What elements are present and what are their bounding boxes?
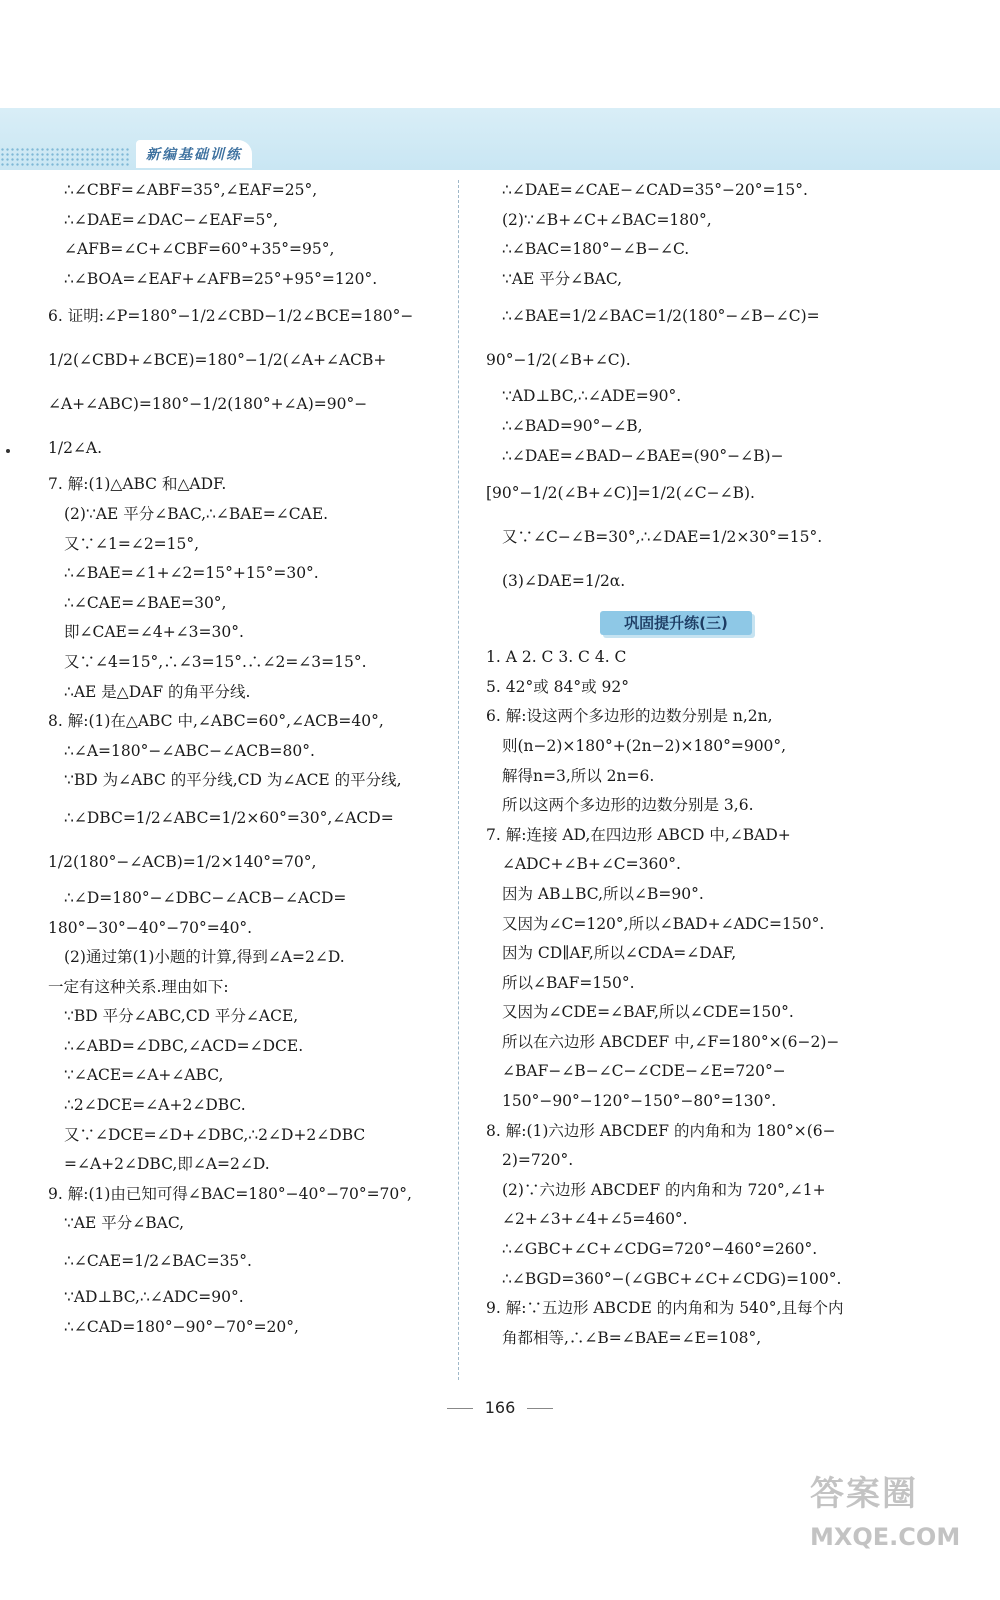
problem-6-line: 6. 解:设这两个多边形的边数分别是 n,2n, (486, 707, 773, 726)
text-line: 解得n=3,所以 2n=6. (502, 766, 655, 785)
text-line: 即∠CAE=∠4+∠3=30°. (64, 623, 244, 642)
problem-6-line: 6. 证明:∠P=180°−1/2∠CBD−1/2∠BCE=180°− (48, 307, 414, 326)
text-line: ∵AD⊥BC,∴∠ADE=90°. (502, 387, 682, 406)
text-line: 90°−1/2(∠B+∠C). (486, 351, 631, 370)
text-line: ∴∠CBF=∠ABF=35°,∠EAF=25°, (64, 181, 318, 199)
text-line: ∴AE 是△DAF 的角平分线. (64, 682, 251, 701)
problem-9-line: 9. 解:(1)由已知可得∠BAC=180°−40°−70°=70°, (48, 1184, 412, 1203)
page-number: 166 (484, 1398, 516, 1417)
text-line: 所以∠BAF=150°. (502, 973, 635, 992)
text-line: ∠BAF−∠B−∠C−∠CDE−∠E=720°− (502, 1062, 786, 1081)
text-line: ∵AD⊥BC,∴∠ADC=90°. (64, 1288, 244, 1307)
text-line: ∴∠BGD=360°−(∠GBC+∠C+∠CDG)=100°. (502, 1269, 842, 1288)
text-line: ∵AE 平分∠BAC, (502, 269, 623, 288)
text-line: (2)通过第(1)小题的计算,得到∠A=2∠D. (64, 948, 345, 967)
header-dot-pattern (0, 147, 130, 167)
text-line: ∠ADC+∠B+∠C=360°. (502, 855, 681, 874)
problem-7-line: 7. 解:(1)△ABC 和△ADF. (48, 475, 227, 494)
text-line: ∵BD 为∠ABC 的平分线,CD 为∠ACE 的平分线, (64, 771, 402, 790)
text-line: ∵BD 平分∠ABC,CD 平分∠ACE, (64, 1007, 299, 1026)
text-line: ∴∠DAE=∠DAC−∠EAF=5°, (64, 210, 279, 229)
text-line: ∴∠BAD=90°−∠B, (502, 416, 643, 435)
text-line: ∠2+∠3+∠4+∠5=460°. (502, 1210, 688, 1229)
running-header-title: 新编基础训练 (136, 140, 252, 168)
text-line: (2)∵六边形 ABCDEF 的内角和为 720°,∠1+ (502, 1180, 826, 1199)
text-line: 又∵∠4=15°,∴∠3=15°.∴∠2=∠3=15°. (64, 652, 367, 671)
text-line: 1/2(180°−∠ACB)=1/2×140°=70°, (48, 852, 317, 871)
watermark-url: MXQE.COM (810, 1523, 961, 1551)
text-line: (2)∵AE 平分∠BAC,∴∠BAE=∠CAE. (64, 504, 329, 523)
text-line: [90°−1/2(∠B+∠C)]=1/2(∠C−∠B). (486, 484, 755, 503)
text-line: (2)∵∠B+∠C+∠BAC=180°, (502, 210, 712, 229)
answer-5: 5. 42°或 84°或 92° (486, 677, 629, 696)
text-line: 所以在六边形 ABCDEF 中,∠F=180°×(6−2)− (502, 1032, 840, 1051)
text-line: 又∵∠C−∠B=30°,∴∠DAE=1/2×30°=15°. (502, 528, 823, 547)
problem-9-line: 9. 解:∵五边形 ABCDE 的内角和为 540°,且每个内 (486, 1299, 844, 1318)
text-line: ∵∠ACE=∠A+∠ABC, (64, 1066, 224, 1085)
text-line: ∴∠DAE=∠CAE−∠CAD=35°−20°=15°. (502, 181, 808, 199)
text-line: 因为 CD∥AF,所以∠CDA=∠DAF, (502, 944, 737, 963)
text-line: ∴2∠DCE=∠A+2∠DBC. (64, 1096, 246, 1115)
text-line: ∴∠GBC+∠C+∠CDG=720°−460°=260°. (502, 1240, 818, 1259)
text-line: 2)=720°. (502, 1151, 574, 1170)
watermark-title: 答案圈 (810, 1474, 918, 1514)
page-number-footer (0, 1398, 1000, 1417)
problem-7-line: 7. 解:连接 AD,在四边形 ABCD 中,∠BAD+ (486, 825, 791, 844)
text-line: 又因为∠CDE=∠BAF,所以∠CDE=150°. (502, 1003, 794, 1022)
text-line: ∴∠A=180°−∠ABC−∠ACB=80°. (64, 741, 315, 760)
text-line: 又因为∠C=120°,所以∠BAD+∠ADC=150°. (502, 914, 825, 933)
text-line: ∠AFB=∠C+∠CBF=60°+35°=95°, (64, 240, 335, 259)
text-line: (3)∠DAE=1/2α. (502, 572, 626, 591)
text-line: ∴∠ABD=∠DBC,∠ACD=∠DCE. (64, 1036, 304, 1055)
text-line: ∴∠BOA=∠EAF+∠AFB=25°+95°=120°. (64, 269, 378, 288)
column-divider (458, 180, 459, 1380)
right-column (486, 176, 866, 1353)
section-heading (486, 603, 866, 643)
text-line: 则(n−2)×180°+(2n−2)×180°=900°, (502, 736, 787, 755)
text-line: ∴∠CAE=∠BAE=30°, (64, 593, 227, 612)
text-line: 一定有这种关系.理由如下: (48, 977, 229, 996)
left-column (48, 176, 438, 1342)
text-line: 因为 AB⊥BC,所以∠B=90°. (502, 884, 704, 903)
text-line: 又∵∠DCE=∠D+∠DBC,∴2∠D+2∠DBC (64, 1125, 366, 1144)
text-line: 又∵∠1=∠2=15°, (64, 534, 200, 553)
text-line: ∴∠BAE=1/2∠BAC=1/2(180°−∠B−∠C)= (502, 307, 820, 326)
text-line: 1/2∠A. (48, 439, 103, 458)
margin-mark (6, 449, 10, 453)
text-line: ∴∠BAC=180°−∠B−∠C. (502, 240, 690, 259)
text-line: ∠A+∠ABC)=180°−1/2(180°+∠A)=90°− (48, 395, 368, 414)
section-banner: 巩固提升练(三) (600, 611, 752, 635)
text-line: 1/2(∠CBD+∠BCE)=180°−1/2(∠A+∠ACB+ (48, 351, 387, 370)
text-line: 180°−30°−40°−70°=40°. (48, 918, 253, 937)
watermark-logo (810, 1466, 980, 1576)
text-line: ∵AE 平分∠BAC, (64, 1214, 185, 1233)
problem-8-line: 8. 解:(1)六边形 ABCDEF 的内角和为 180°×(6− (486, 1121, 836, 1140)
text-line: =∠A+2∠DBC,即∠A=2∠D. (64, 1155, 270, 1174)
text-line: ∴∠DBC=1/2∠ABC=1/2×60°=30°,∠ACD= (64, 808, 394, 827)
text-line: 所以这两个多边形的边数分别是 3,6. (502, 796, 754, 815)
answers-1-4: 1. A 2. C 3. C 4. C (486, 648, 627, 667)
problem-8-line: 8. 解:(1)在△ABC 中,∠ABC=60°,∠ACB=40°, (48, 712, 384, 731)
text-line: ∴∠D=180°−∠DBC−∠ACB−∠ACD= (64, 888, 347, 907)
text-line: ∴∠BAE=∠1+∠2=15°+15°=30°. (64, 564, 319, 583)
text-line: 150°−90°−120°−150°−80°=130°. (502, 1092, 777, 1111)
text-line: ∴∠CAD=180°−90°−70°=20°, (64, 1317, 299, 1336)
text-line: ∴∠CAE=1/2∠BAC=35°. (64, 1252, 252, 1271)
text-line: ∴∠DAE=∠BAD−∠BAE=(90°−∠B)− (502, 446, 784, 465)
text-line: 角都相等,∴∠B=∠BAE=∠E=108°, (502, 1328, 762, 1347)
